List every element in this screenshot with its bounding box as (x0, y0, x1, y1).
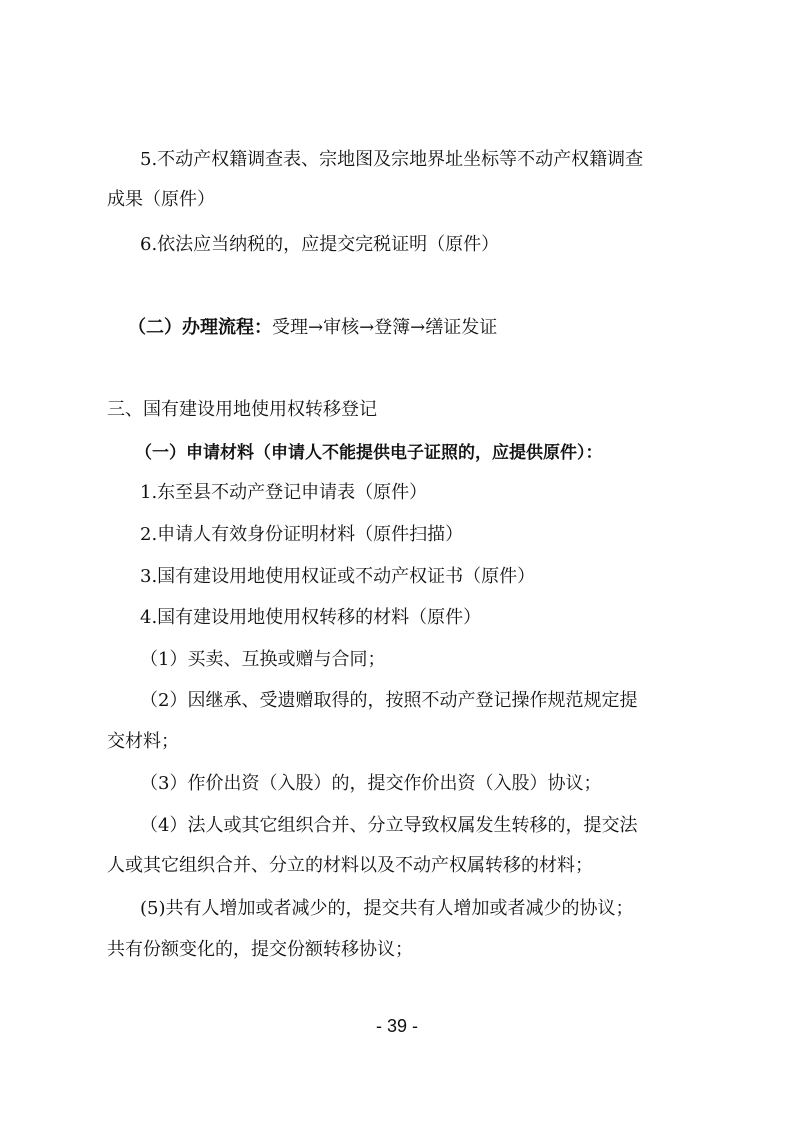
procedure-line (128, 316, 497, 340)
sub-item-1: （1）买卖、互换或赠与合同； (140, 649, 386, 670)
sub-item-4-line1: （4）法人或其它组织合并、分立导致权属发生转移的，提交法 (140, 815, 638, 836)
material-2: 2.申请人有效身份证明材料（原件扫描） (140, 524, 464, 545)
material-3: 3.国有建设用地使用权证或不动产权证书（原件） (140, 566, 536, 587)
sub-item-5-line2: 共有份额变化的，提交份额转移协议； (107, 939, 413, 960)
sub-item-2-line1: （2）因继承、受遗赠取得的，按照不动产登记操作规范规定提 (140, 690, 638, 711)
sub-item-5-line1: (5)共有人增加或者减少的，提交共有人增加或者减少的协议； (140, 898, 634, 919)
page-number: - 39 - (375, 1016, 418, 1036)
materials-heading: （一）申请材料（申请人不能提供电子证照的，应提供原件）： (135, 443, 603, 463)
section-3-heading: 三、国有建设用地使用权转移登记 (107, 399, 377, 420)
item-6: 6.依法应当纳税的，应提交完税证明（原件） (140, 234, 500, 255)
item-5-line1: 5.不动产权籍调查表、宗地图及宗地界址坐标等不动产权籍调查 (140, 149, 644, 170)
sub-item-3: （3）作价出资（入股）的，提交作价出资（入股）协议； (140, 773, 602, 794)
material-1: 1.东至县不动产登记申请表（原件） (140, 482, 428, 503)
sub-item-2-line2: 交材料； (107, 731, 179, 752)
procedure-label: （二）办理流程： (128, 317, 272, 338)
item-5-line2: 成果（原件） (107, 189, 215, 210)
sub-item-4-line2: 人或其它组织合并、分立的材料以及不动产权属转移的材料； (107, 855, 593, 876)
procedure-steps: 受理→审核→登簿→缮证发证 (272, 317, 498, 338)
material-4: 4.国有建设用地使用权转移的材料（原件） (140, 607, 482, 628)
